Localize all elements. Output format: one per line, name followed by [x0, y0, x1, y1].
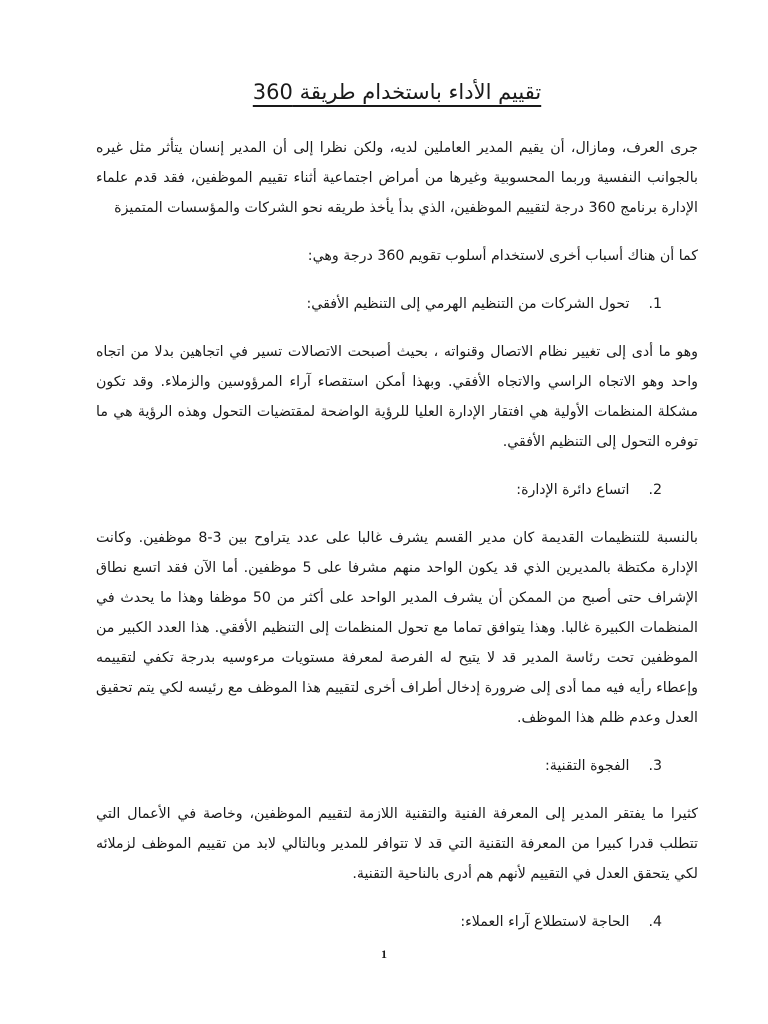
section-2-heading-text: اتساع دائرة الإدارة: — [516, 482, 630, 499]
section-4-heading-text: الحاجة لاستطلاع آراء العملاء: — [460, 914, 630, 931]
document-page — [96, 78, 698, 964]
section-3-number: 3. — [648, 758, 662, 775]
section-1-number: 1. — [648, 296, 662, 313]
intro-paragraph: جرى العرف، ومازال، أن يقيم المدير العاملين لديه، ولكن نظرا إلى أن المدير إنسان يتأثر مثل غيره بالجوانب النفسية وربما المحسوبية وغيرها من أمراض اجتماعية أثناء تقييم الموظفين، فقد قدم علماء الإدارة برنامج 360 درجة لتقييم الموظفين، الذي بدأ يأخذ طريقه نحو الشركات والمؤسسات المتميزة — [96, 140, 698, 217]
section-4-heading — [96, 907, 698, 937]
section-1-heading-text: تحول الشركات من التنظيم الهرمي إلى التنظيم الأفقي: — [306, 296, 630, 313]
section-3-heading — [96, 751, 698, 781]
section-4-number: 4. — [648, 914, 662, 931]
section-1-body: وهو ما أدى إلى تغيير نظام الاتصال وقنواته ، بحيث أصبحت الاتصالات تسير في اتجاهين بدلا من اتجاه واحد وهو الاتجاه الراسي والاتجاه الأفقي. وبهذا أمكن استقصاء آراء المرؤوسين والزملاء. وقد تكون مشكلة المنظمات الأولية هي افتقار الإدارة العليا للرؤية الواضحة لمقتضيات التحول وهذه الرؤية هي ما توفره التحول إلى التنظيم الأفقي. — [96, 344, 698, 451]
document-title: تقييم الأداء باستخدام طريقة 360 — [252, 80, 542, 104]
section-1-heading — [96, 289, 698, 319]
section-2-number: 2. — [648, 482, 662, 499]
section-3-heading-text: الفجوة التقنية: — [544, 758, 630, 775]
reasons-intro-paragraph: كما أن هناك أسباب أخرى لاستخدام أسلوب تقويم 360 درجة وهي: — [307, 248, 698, 265]
page-number: 1 — [381, 947, 387, 961]
section-2-body: بالنسبة للتنظيمات القديمة كان مدير القسم يشرف غالبا على عدد يتراوح بين 3-8 موظفين. وكانت الإدارة مكتظة بالمديرين الذي قد يكون الواحد منهم مشرفا على 5 موظفين. أما الآن فقد اتسع نطاق الإشراف حتى أصبح من الممكن أن يشرف المدير الواحد على أكثر من 50 موظفا وهذا ما يحدث في المنظمات الكبيرة غالبا. وهذا يتوافق تماما مع تحول المنظمات إلى التنظيم الأفقي. هذا العدد الكبير من الموظفين تحت رئاسة المدير قد لا يتيح له الفرصة لمعرفة مستويات مرءوسيه بدرجة تكفي لتقييمه وإعطاء رأيه فيه مما أدى إلى ضرورة إدخال أطراف أخرى لتقييم هذا الموظف مع رئيسه لكي يتم تحقيق العدل وعدم ظلم هذا الموظف. — [96, 530, 698, 727]
section-3-body: كثيرا ما يفتقر المدير إلى المعرفة الفنية والتقنية اللازمة لتقييم الموظفين، وخاصة في الأعمال التي تتطلب قدرا كبيرا من المعرفة التقنية التي قد لا تتوافر للمدير وبالتالي لابد من تقييم الموظف لزملائه لكي يتحقق العدل في التقييم لأنهم هم أدرى بالناحية التقنية. — [96, 806, 698, 883]
section-2-heading — [96, 475, 698, 505]
